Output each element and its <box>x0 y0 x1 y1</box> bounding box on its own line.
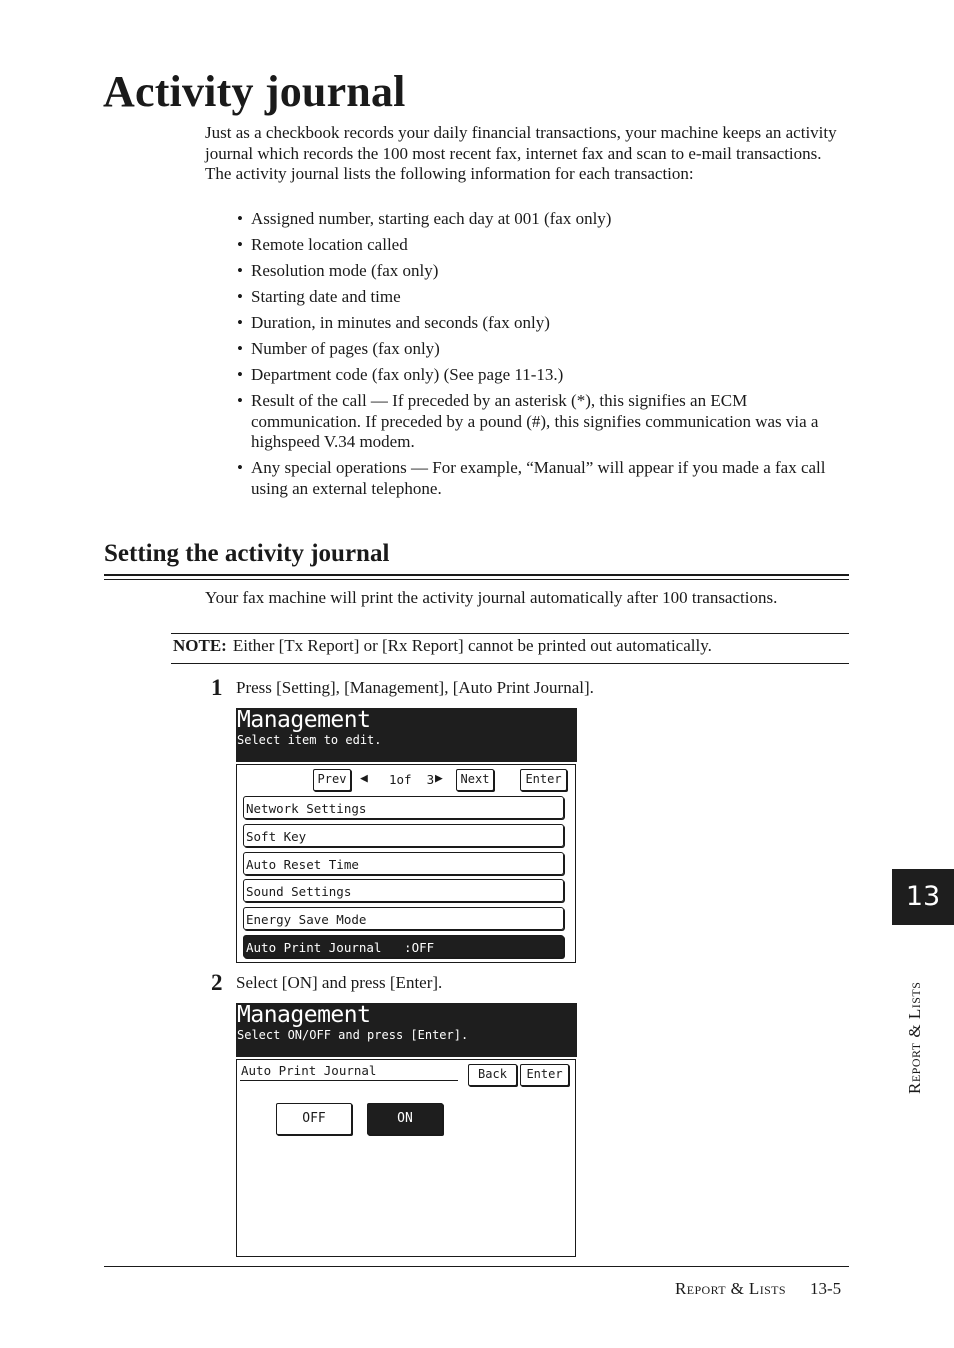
heading-rule <box>104 574 849 576</box>
chapter-side-label: Report & Lists <box>905 981 924 1094</box>
arrow-right-icon[interactable]: ▶ <box>435 771 443 786</box>
step-number: 1 <box>211 675 223 700</box>
enter-button[interactable]: Enter <box>520 769 567 791</box>
lcd-screen-management-list <box>236 708 577 964</box>
bullet-item: • Any special operations — For example, “Manual” will appear if you made a fax call using an external telephone. <box>237 458 849 499</box>
heading-rule-thin <box>104 579 849 580</box>
chapter-tab: 13 <box>892 869 954 925</box>
note-top-rule <box>171 633 849 634</box>
footer-rule <box>104 1266 849 1267</box>
intro-paragraph: Just as a checkbook records your daily financial transactions, your machine keeps an activity journal which records the 100 most recent fax, internet fax and scan to e-mail transactions. The activity journal lists the following information for each transaction: <box>205 123 837 183</box>
enter-button[interactable]: Enter <box>520 1064 569 1086</box>
back-button[interactable]: Back <box>468 1064 517 1086</box>
menu-item-soft-key[interactable]: Soft Key <box>243 824 564 847</box>
lcd-title: Management <box>237 1002 371 1028</box>
on-button[interactable]: ON <box>367 1103 443 1135</box>
step-number: 2 <box>211 970 223 995</box>
section-paragraph: Your fax machine will print the activity journal automatically after 100 transactions. <box>205 588 778 607</box>
lcd-body <box>236 764 576 963</box>
bullet-item: • Number of pages (fax only) <box>237 339 849 360</box>
footer-page-number: 13-5 <box>810 1279 842 1298</box>
menu-item-auto-reset-time[interactable]: Auto Reset Time <box>243 852 564 875</box>
lcd-screen-auto-print-journal <box>236 1003 577 1258</box>
section-heading: Setting the activity journal <box>104 540 390 567</box>
page-indicator: 1of 3 <box>389 772 435 787</box>
note-label: NOTE: <box>173 636 227 655</box>
menu-item-energy-save-mode[interactable]: Energy Save Mode <box>243 907 564 930</box>
bullet-item: • Department code (fax only) (See page 11-13.) <box>237 365 849 386</box>
step-text: Select [ON] and press [Enter]. <box>236 973 443 992</box>
lcd-body <box>236 1059 576 1257</box>
note <box>173 636 712 656</box>
page-title: Activity journal <box>103 67 406 116</box>
prev-button[interactable]: Prev <box>313 769 351 791</box>
off-button[interactable]: OFF <box>276 1103 352 1135</box>
lcd-header <box>236 1003 577 1057</box>
menu-item-network-settings[interactable]: Network Settings <box>243 796 564 819</box>
lcd-subtitle: Select item to edit. <box>237 733 382 747</box>
info-bullet-list <box>237 209 849 505</box>
menu-item-sound-settings[interactable]: Sound Settings <box>243 879 564 902</box>
bullet-item: • Remote location called <box>237 235 849 256</box>
next-button[interactable]: Next <box>456 769 494 791</box>
note-text: Either [Tx Report] or [Rx Report] cannot be printed out automatically. <box>232 636 712 655</box>
bullet-item: • Duration, in minutes and seconds (fax only) <box>237 313 849 334</box>
note-bottom-rule <box>171 663 849 664</box>
bullet-item: • Result of the call — If preceded by an asterisk (*), this signifies an ECM communication. If preceded by a pound (#), this signifies communication was via a highspeed V.34 modem. <box>237 391 849 453</box>
step-text: Press [Setting], [Management], [Auto Print Journal]. <box>236 678 594 697</box>
bullet-item: • Starting date and time <box>237 287 849 308</box>
field-underline <box>240 1080 458 1081</box>
lcd-subtitle: Select ON/OFF and press [Enter]. <box>237 1028 469 1042</box>
bullet-item: • Resolution mode (fax only) <box>237 261 849 282</box>
footer-section-label: Report & Lists <box>674 1279 786 1298</box>
bullet-item: • Assigned number, starting each day at 001 (fax only) <box>237 209 849 230</box>
arrow-left-icon[interactable]: ◀ <box>360 771 368 786</box>
field-label: Auto Print Journal <box>241 1063 377 1078</box>
menu-item-auto-print-journal[interactable]: Auto Print Journal :OFF <box>243 935 564 958</box>
lcd-header <box>236 708 577 762</box>
lcd-title: Management <box>237 707 371 733</box>
